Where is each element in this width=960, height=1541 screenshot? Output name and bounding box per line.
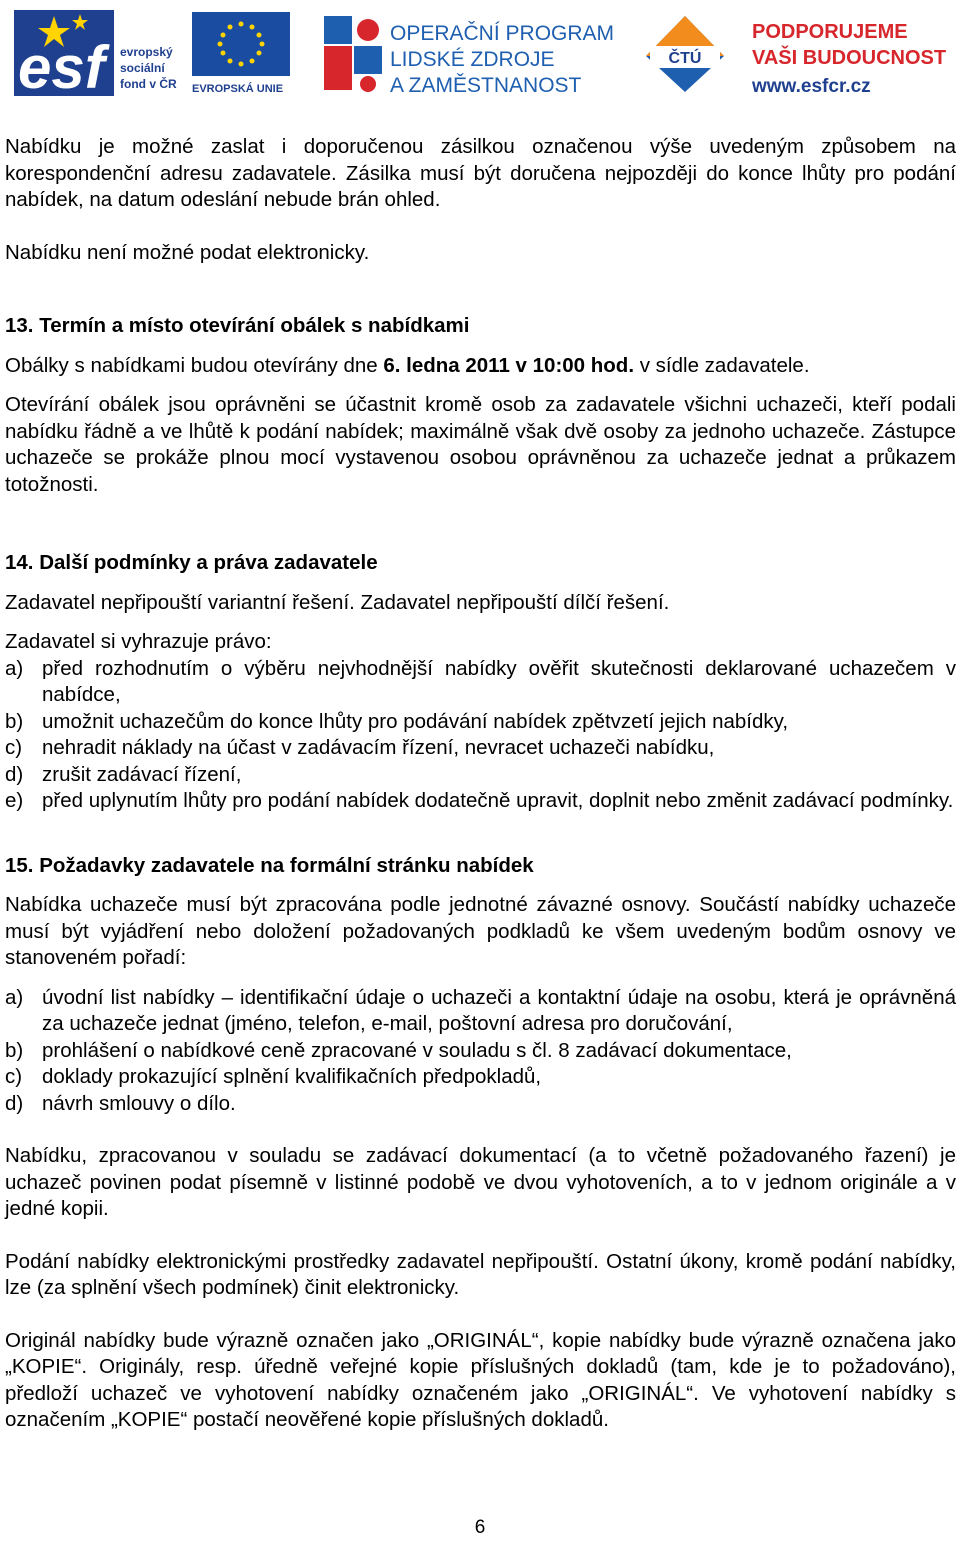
page-number: 6 [474, 1517, 486, 1538]
section-15-paragraph-2: Nabídku, zpracovanou v souladu se zadávací dokumentací (a to včetně požadovaného řazení) je uchazeč povinen podat písemně v listinné podobě ve dvou vyhotoveních, a to v jednom originále a v jedné kopii. [5, 1144, 956, 1220]
list-item: b) prohlášení o nabídkové ceně zpracované v souladu s čl. 8 zadávací dokumentace, [5, 1038, 792, 1062]
eu-label: EVROPSKÁ UNIE [192, 83, 284, 95]
list-item: c) nehradit náklady na účast v zadávacím řízení, nevracet uchazeči nabídku, [5, 736, 715, 759]
op-line1: OPERAČNÍ PROGRAM [390, 22, 615, 45]
support-line2: VAŠI BUDOUCNOST [752, 47, 947, 69]
section-15-heading: 15. Požadavky zadavatele na formální stránku nabídek [5, 853, 534, 877]
esf-line2: sociální [120, 61, 165, 75]
section-15-list [5, 985, 956, 1118]
opening-date: 6. ledna 2011 v 10:00 hod. [383, 353, 635, 377]
opening-text: Obálky s nabídkami budou otevírány dne [5, 353, 384, 377]
list-item: c) doklady prokazující splnění kvalifikačních předpokladů, [5, 1065, 542, 1088]
section-13-paragraph-1 [5, 353, 956, 380]
section-15-paragraph-3: Podání nabídky elektronickými prostředky zadavatel nepřipouští. Ostatní úkony, kromě podání nabídky, lze (za splnění všech podmínek) činit elektronicky. [5, 1249, 956, 1299]
op-line2: LIDSKÉ ZDROJE [390, 48, 555, 71]
list-item: d) návrh smlouvy o dílo. [5, 1091, 236, 1115]
esf-line1: evropský [120, 45, 173, 59]
logo-header [0, 0, 960, 110]
ctu-logo [640, 10, 730, 96]
section-15-paragraph-1: Nabídka uchazeče musí být zpracována podle jednotné závazné osnovy. Součástí nabídky uchazeče musí být vyjádření nebo doložení požadovaných podkladů ke všem uvedeným bodům osnovy ve stanoveném pořadí: [5, 893, 956, 969]
section-14-paragraph-1: Zadavatel nepřipouští variantní řešení. Zadavatel nepřipouští dílčí řešení. [5, 590, 670, 614]
document-body [5, 134, 956, 1434]
svg-text:esf: esf [18, 34, 105, 96]
support-line1: PODPORUJEME [752, 21, 908, 43]
section-14-paragraph-2: Zadavatel si vyhrazuje právo: [5, 630, 272, 653]
esf-logo [14, 10, 294, 96]
opening-place: v sídle zadavatele. [634, 353, 810, 377]
section-14-list [5, 656, 956, 815]
section-13-heading: 13. Termín a místo otevírání obálek s nabídkami [5, 314, 470, 337]
op-line3: A ZAMĚSTNANOST [390, 74, 582, 96]
support-line3: www.esfcr.cz [752, 76, 871, 97]
list-item: a) před rozhodnutím o výběru nejvhodnější nabídky ověřit skutečnosti deklarované uchazečem v nabídce, [5, 656, 956, 706]
section-13-paragraph-2: Otevírání obálek jsou oprávněni se účastnit kromě osob za zadavatele všichni uchazeči, kteří podali nabídku řádně a ve lhůtě k podání nabídek; maximálně však dvě osoby za jednoho uchazeče. Zástupce uchazeče se prokáže plnou mocí vystavenou osobou oprávněnou za uchazeče jednat a průkazem totožnosti. [5, 393, 956, 496]
support-logo [748, 14, 948, 100]
list-item: b) umožnit uchazečům do konce lhůty pro podávání nabídek zpětvzetí jejich nabídky, [5, 709, 789, 733]
section-15-paragraph-4: Originál nabídky bude výrazně označen jako „ORIGINÁL“, kopie nabídky bude výrazně označena jako „KOPIE“. Originály, resp. úředně veřejné kopie příslušných dokladů (tam, kde je to požadováno), předloží uchazeč ve vyhotovení nabídky označeném jako „ORIGINÁL“. Ve vyhotovení nabídky s označením „KOPIE“ postačí neověřené kopie příslušných dokladů. [5, 1328, 956, 1431]
list-item: e) před uplynutím lhůty pro podání nabídek dodatečně upravit, doplnit nebo změnit zadávací podmínky. [5, 789, 954, 812]
op-lzz-logo [320, 10, 620, 96]
intro-paragraph-2: Nabídku není možné podat elektronicky. [5, 240, 370, 264]
ctu-label: ČTÚ [668, 50, 702, 67]
intro-paragraph-1: Nabídku je možné zaslat i doporučenou zásilkou označenou výše uvedeným způsobem na korespondenční adresu zadavatele. Zásilka musí být doručena nejpozději do konce lhůty pro podání nabídek, na datum odeslání nebude brán ohled. [5, 135, 956, 211]
esf-line3: fond v ČR [120, 77, 177, 91]
section-14-heading: 14. Další podmínky a práva zadavatele [5, 551, 378, 574]
list-item: d) zrušit zadávací řízení, [5, 762, 242, 786]
list-item: a) úvodní list nabídky – identifikační údaje o uchazeči a kontaktní údaje na osobu, která je oprávněná za uchazeče jednat (jméno, telefon, e-mail, poštovní adresa pro doručování, [5, 985, 956, 1035]
